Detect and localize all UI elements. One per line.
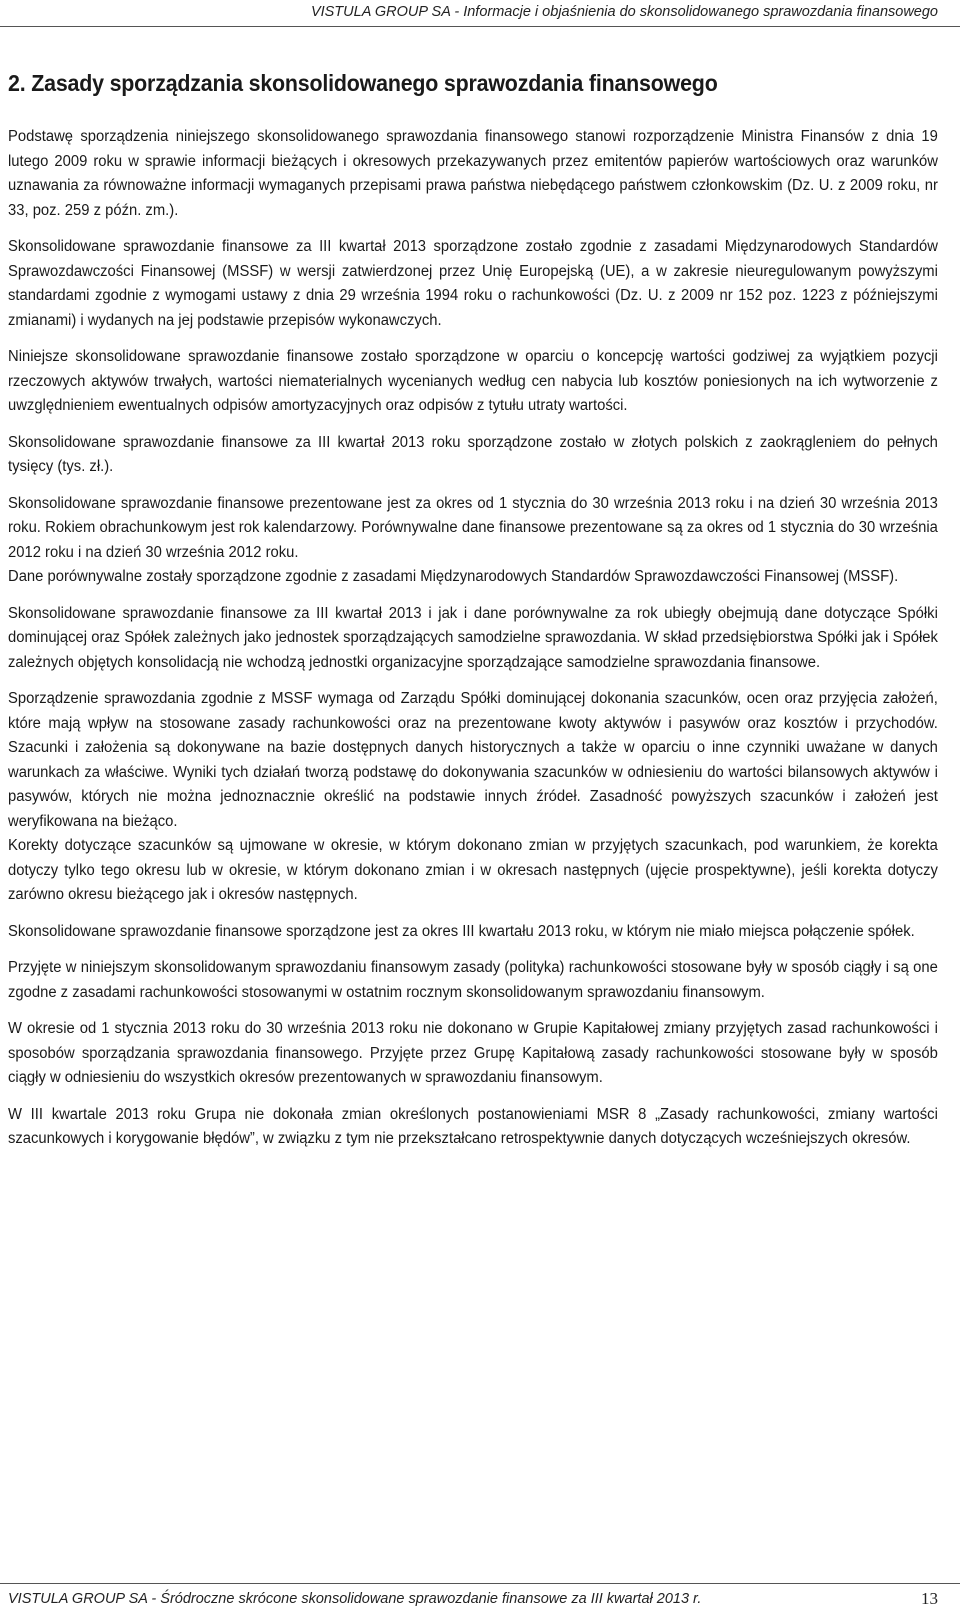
paragraph-reporting-period: Skonsolidowane sprawozdanie finansowe prezentowane jest za okres od 1 stycznia do 30 września 2013 roku i na dzień 30 września 2013 roku. Rokiem obrachunkowym jest rok kalendarzowy. Porównywalne dane finansowe prezentowane są za okres od 1 stycznia do 30 września 2012 roku i na dzień 30 września 2012 roku. — [8, 494, 938, 561]
page-number: 13 — [921, 1589, 938, 1608]
paragraph-comparative-data: Dane porównywalne zostały sporządzone zgodnie z zasadami Międzynarodowych Standardów Sprawozdawczości Finansowej (MSSF). — [8, 568, 899, 585]
document-body — [8, 125, 938, 1164]
header-divider — [0, 26, 960, 27]
paragraph-scope: Skonsolidowane sprawozdanie finansowe za III kwartał 2013 i jak i dane porównywalne za rok ubiegły obejmują dane dotyczące Spółki dominującej oraz Spółek zależnych jako jednostek sporządzających samodzielne sprawozdania. W skład przedsiębiorstwa Spółki jak i Spółek zależnych objętych konsolidacją nie wchodzą jednostki organizacyjne sporządzające samodzielne sprawozdania finansowe. — [8, 604, 938, 671]
paragraph-currency: Skonsolidowane sprawozdanie finansowe za III kwartał 2013 roku sporządzone zostało w złotych polskich z zaokrągleniem do pełnych tysięcy (tys. zł.). — [8, 433, 938, 475]
paragraph-msr8: W III kwartale 2013 roku Grupa nie dokonała zmian określonych postanowieniami MSR 8 „Zasady rachunkowości, zmiany wartości szacunkowych i korygowanie błędów”, w związku z tym nie przekształcano retrospektywnie danych dotyczących wcześniejszych okresów. — [8, 1105, 938, 1147]
header-running-title: VISTULA GROUP SA - Informacje i objaśnienia do skonsolidowanego sprawozdania finansowego — [310, 4, 938, 20]
page-footer — [0, 1575, 960, 1617]
paragraph-no-policy-changes: W okresie od 1 stycznia 2013 roku do 30 września 2013 roku nie dokonano w Grupie Kapitałowej zmiany przyjętych zasad rachunkowości i sposobów sporządzania sprawozdania finansowego. Przyjęte przez Grupę Kapitałową zasady rachunkowości stosowane były w sposób ciągły w odniesieniu do wszystkich okresów prezentowanych w sprawozdaniu finansowym. — [8, 1020, 938, 1086]
paragraph-estimate-corrections: Korekty dotyczące szacunków są ujmowane w okresie, w którym dokonano zmian w przyjętych szacunkach, pod warunkiem, że korekta dotyczy tylko tego okresu lub w okresie, w którym dokonano zmian i w okresach następnych (ujęcie prospektywne), jeśli korekta dotyczy zarówno okresu bieżącego jak i okresów następnych. — [8, 837, 938, 903]
paragraph-policy-consistency: Przyjęte w niniejszym skonsolidowanym sprawozdaniu finansowym zasady (polityka) rachunkowości stosowane były w sposób ciągły i są one zgodne z zasadami rachunkowości stosowanymi w ostatnim rocznym skonsolidowanym sprawozdaniu finansowym. — [8, 959, 938, 1001]
section-title: 2. Zasady sporządzania skonsolidowanego sprawozdania finansowego — [8, 70, 718, 96]
paragraph-estimates: Sporządzenie sprawozdania zgodnie z MSSF wymaga od Zarządu Spółki dominującej dokonania szacunków, ocen oraz przyjęcia założeń, które mają wpływ na stosowane zasady rachunkowości oraz na prezentowane kwoty aktywów i pasywów oraz kosztów i przychodów. Szacunki i założenia są dokonywane na bazie dostępnych danych historycznych a także w oparciu o inne czynniki uważane w danych warunkach za właściwe. Wyniki tych działań tworzą podstawę do dokonywania szacunków w odniesieniu do wartości bilansowych aktywów i pasywów, których nie można jednoznacznie określić na podstawie innych źródeł. Zasadność powyższych szacunków i założeń jest weryfikowana na bieżąco. — [8, 690, 938, 830]
footer-running-title: VISTULA GROUP SA - Śródroczne skrócone skonsolidowane sprawozdanie finansowe za III kwartał 2013 r. — [8, 1591, 702, 1607]
paragraph-fair-value: Niniejsze skonsolidowane sprawozdanie finansowe zostało sporządzone w oparciu o koncepcję wartości godziwej za wyjątkiem pozycji rzeczowych aktywów trwałych, wartości niematerialnych wycenianych według cen nabycia lub kosztów poniesionych na ich wytworzenie z uwzględnieniem ewentualnych odpisów amortyzacyjnych oraz odpisów z tytułu utraty wartości. — [8, 348, 938, 414]
footer-divider — [0, 1583, 960, 1584]
paragraph-legal-basis: Podstawę sporządzenia niniejszego skonsolidowanego sprawozdania finansowego stanowi rozporządzenie Ministra Finansów z dnia 19 lutego 2009 roku w sprawie informacji bieżących i okresowych przekazywanych przez emitentów papierów wartościowych oraz warunków uznawania za równoważne informacji wymaganych przepisami prawa państwa niebędącego państwem członkowskim (Dz. U. z 2009 roku, nr 33, poz. 259 z późn. zm.). — [8, 128, 938, 219]
paragraph-mergers: Skonsolidowane sprawozdanie finansowe sporządzone jest za okres III kwartału 2013 roku, w którym nie miało miejsca połączenie spółek. — [8, 922, 915, 940]
page-header — [0, 0, 960, 30]
paragraph-mssf-compliance: Skonsolidowane sprawozdanie finansowe za III kwartał 2013 sporządzone zostało zgodnie z zasadami Międzynarodowych Standardów Sprawozdawczości Finansowej (MSSF) w wersji zatwierdzonej przez Unię Europejską (UE), a w zakresie nieuregulowanym powyższymi standardami zgodnie z wymogami ustawy z dnia 29 września 1994 roku o rachunkowości (Dz. U. z 2009 nr 152 poz. 1223 z późniejszymi zmianami) i wydanych na jej podstawie przepisów wykonawczych. — [8, 238, 938, 329]
